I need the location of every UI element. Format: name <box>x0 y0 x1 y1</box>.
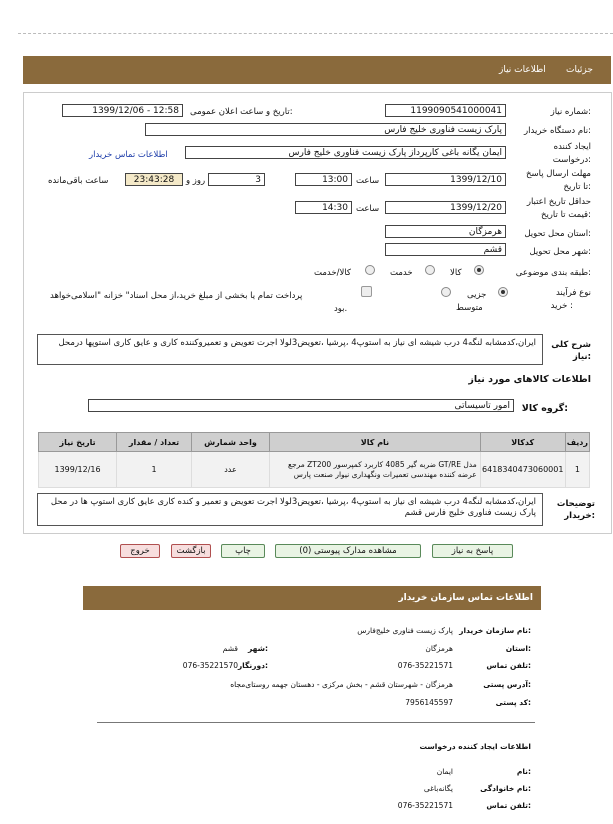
item-model: مدل GT/RE <box>438 459 477 469</box>
day-label: روز و <box>186 176 206 186</box>
cell-item-name <box>270 452 481 488</box>
deadline-date-field[interactable]: 1399/12/10 <box>385 173 506 186</box>
exit-button[interactable]: خروج <box>120 544 160 558</box>
cell-row: 1 <box>565 452 589 488</box>
col-item-name: نام کالا <box>270 433 481 452</box>
province-label: استان محل تحویل: <box>524 229 591 239</box>
item-name: ضربه گیر 4085 کاربرد کمپرسور ZT200 مرجع عرضه کننده مهندسی تعمیرات ونگهداری نیوار صنعت پارس <box>288 459 477 479</box>
view-attachments-button[interactable]: مشاهده مدارک پیوستی (0) <box>275 544 421 558</box>
validity-time-label: ساعت <box>356 204 380 214</box>
creator-label-line2: درخواست: <box>552 155 591 165</box>
contact-phone-label: تلفن تماس: <box>486 661 531 670</box>
payment-note-line2: بود. <box>334 304 348 314</box>
need-number-field[interactable]: 1199090541000041 <box>385 104 506 117</box>
print-button[interactable]: چاپ <box>221 544 265 558</box>
buyer-contact-link[interactable]: اطلاعات تماس خریدار <box>89 150 168 160</box>
validity-time-field[interactable]: 14:30 <box>295 201 352 214</box>
goods-table <box>38 432 590 488</box>
process-medium-radio[interactable] <box>441 287 451 297</box>
buyer-name-field[interactable]: پارک زیست فناوری خلیج فارس <box>145 123 506 136</box>
need-number-label: شماره نیاز: <box>550 107 591 117</box>
contact-fax-label: دورنگار: <box>237 661 268 670</box>
contact-postal-label: کد پستی: <box>495 698 531 707</box>
deadline-time-label: ساعت <box>356 176 380 186</box>
city-field[interactable]: قشم <box>385 243 506 256</box>
col-item-code: کدکالا <box>480 433 565 452</box>
creator-first-name-label: نام: <box>516 767 531 776</box>
cell-item-code: 6418340473060001 <box>480 452 565 488</box>
creator-field[interactable]: ایمان یگانه باغی کارپرداز پارک زیست فناوری خلیج فارس <box>185 146 506 159</box>
contact-title: اطلاعات تماس سازمان خریدار <box>398 593 533 603</box>
creator-info-title: اطلاعات ایجاد کننده درخواست <box>419 742 531 751</box>
back-button[interactable]: بازگشت <box>171 544 211 558</box>
contact-postal-value: 7956145597 <box>405 698 453 707</box>
category-both-radio[interactable] <box>365 265 375 275</box>
deadline-label-line1: مهلت ارسال پاسخ <box>526 169 591 179</box>
table-row[interactable] <box>39 452 590 488</box>
category-label: طبقه بندی موضوعی: <box>515 268 591 278</box>
cell-qty: 1 <box>117 452 192 488</box>
tab-need-info[interactable]: اطلاعات نیاز <box>499 65 546 75</box>
summary-label-line1: شرح کلی <box>551 340 591 350</box>
buyer-desc-label-line1: توضیحات <box>556 499 595 509</box>
treasury-payment-checkbox[interactable] <box>361 286 372 297</box>
goods-info-title: اطلاعات کالاهای مورد نیاز <box>468 374 591 385</box>
process-label-line1: نوع فرآیند <box>555 288 591 298</box>
category-service-radio[interactable] <box>425 265 435 275</box>
process-partial-label: جزیی <box>467 290 487 300</box>
contact-province-label: استان: <box>505 644 531 653</box>
contact-address-value: هرمزگان - شهرستان قشم - بخش مرکزی - دهستان جهمه روستای‌مجاه <box>230 680 453 689</box>
goods-group-label: گروه کالا: <box>521 403 568 414</box>
city-label: شهر محل تحویل: <box>529 247 591 257</box>
contact-divider <box>97 722 535 723</box>
goods-group-field[interactable]: امور تاسیساتی <box>88 399 514 412</box>
validity-label-line1: حداقل تاریخ اعتبار <box>526 197 591 207</box>
contact-city-value: قشم <box>222 644 238 653</box>
buyer-desc-text: ایران،کدمشابه لنگه4 درب شیشه ای نیاز به استوپ4 ،پرشیا ،تعویض3لولا اجرت تعویض و تعمیر و کنده کاری عایق کاری استوپ ها در محل پارک زیست فناوری خلیج فارس قشم <box>37 493 543 526</box>
category-goods-label: کالا <box>450 268 462 278</box>
col-unit: واحد شمارش <box>191 433 269 452</box>
deadline-label-line2: تا تاریخ: <box>563 182 591 192</box>
buyer-desc-label-line2: خریدار: <box>564 511 595 521</box>
tab-details[interactable]: جزئیات <box>566 65 593 75</box>
contact-org-label: نام سازمان خریدار: <box>459 626 531 635</box>
creator-last-name-value: یگانه‌باغی <box>423 784 453 793</box>
creator-label-line1: ایجاد کننده <box>553 142 591 152</box>
contact-fax-value: 076-35221570 <box>182 661 238 670</box>
contact-province-value: هرمزگان <box>425 644 453 653</box>
deadline-time-field[interactable]: 13:00 <box>295 173 352 186</box>
col-need-date: تاریخ نیاز <box>39 433 117 452</box>
process-label-line2: خرید : <box>550 301 573 311</box>
summary-text: ایران،کدمشابه لنگه4 درب شیشه ای نیاز به استوپ4 ،پرشیا ،تعویض3لولا اجرت تعویض و تعمیروکننده کاری و عایق کاری استوپها درمحل <box>37 334 543 365</box>
page-header-bar <box>23 56 611 84</box>
contact-city-label: شهر: <box>248 644 268 653</box>
creator-phone-label: تلفن تماس: <box>486 801 531 810</box>
contact-org-value: پارک زیست فناوری خلیج‌فارس <box>357 626 453 635</box>
cell-unit: عدد <box>191 452 269 488</box>
process-medium-label: متوسط <box>456 303 483 313</box>
validity-date-field[interactable]: 1399/12/20 <box>385 201 506 214</box>
buyer-name-label: نام دستگاه خریدار: <box>524 126 591 136</box>
creator-phone-value: 076-35221571 <box>397 801 453 810</box>
province-field[interactable]: هرمزگان <box>385 225 506 238</box>
category-both-label: کالا/خدمت <box>314 268 351 278</box>
creator-last-name-label: نام خانوادگی: <box>480 784 531 793</box>
remaining-label: ساعت باقی‌مانده <box>48 176 109 186</box>
days-field[interactable]: 3 <box>208 173 265 186</box>
validity-label-line2: قیمت تا تاریخ: <box>540 210 591 220</box>
creator-first-name-value: ایمان <box>436 767 453 776</box>
col-qty: تعداد / مقدار <box>117 433 192 452</box>
announce-label: تاریخ و ساعت اعلان عمومی: <box>190 107 293 117</box>
process-partial-radio[interactable] <box>498 287 508 297</box>
top-divider <box>18 33 613 34</box>
cell-need-date: 1399/12/16 <box>39 452 117 488</box>
category-service-label: خدمت <box>390 268 413 278</box>
contact-address-label: آدرس پستی: <box>483 680 531 689</box>
summary-label-line2: نیاز: <box>572 352 591 362</box>
payment-note-line1: پرداخت تمام یا بخشی از مبلغ خرید،از محل اسناد" خزانه "اسلامی‌خواهد <box>50 291 303 301</box>
contact-phone-value: 076-35221571 <box>397 661 453 670</box>
reply-button[interactable]: پاسخ به نیاز <box>432 544 513 558</box>
col-row: ردیف <box>565 433 589 452</box>
remaining-time-field: 23:43:28 <box>125 173 183 186</box>
contact-header-bar <box>83 586 541 610</box>
announce-field[interactable]: 1399/12/06 - 12:58 <box>62 104 183 117</box>
category-goods-radio[interactable] <box>474 265 484 275</box>
